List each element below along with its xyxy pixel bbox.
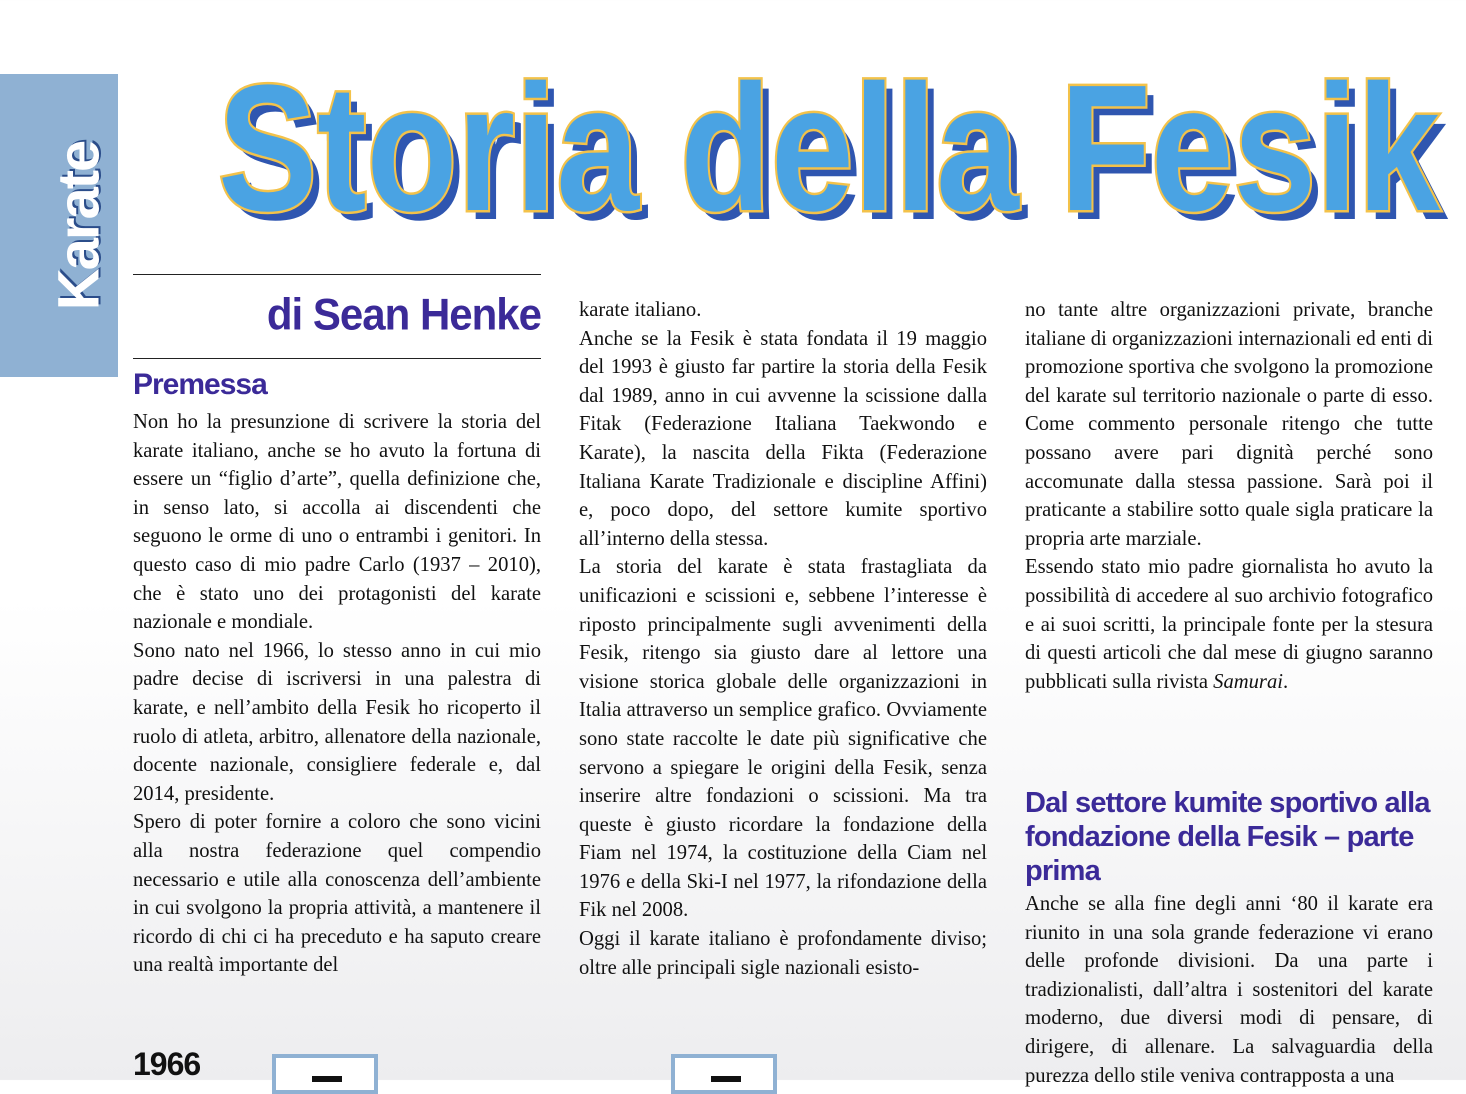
archive-text: Essendo stato mio padre giornalista ho avuto la possibilità di accedere al suo archivio fotografico e ai suoi scritti, la principale fonte per la stesura di questi articoli che dal mese di giugno saranno pubblicati sulla rivista <box>1025 556 1433 693</box>
timeline-year: 1966 <box>133 1046 201 1082</box>
column-1 <box>133 408 541 980</box>
paragraph: karate italiano. <box>579 299 702 321</box>
magazine-name: Samurai <box>1213 670 1283 693</box>
paragraph: Oggi il karate italiano è profondamente diviso; oltre alle principali sigle nazionali esisto- <box>579 928 987 979</box>
article-title <box>212 44 1466 254</box>
byline: di Sean Henke <box>266 289 541 340</box>
byline-rule-bottom <box>133 358 541 359</box>
paragraph: La storia del karate è stata frastagliata da unificazioni e scissioni e, sebbene l’interesse è riposto principalmente sugli avvenimenti della Fesik, ritengo sia giusto dare al lettore una visione storica globale delle organizzazioni in Italia attraverso un semplice grafico. Ovviamente sono state raccolte le date più significative che servono a spiegare le origini della Fesik, senza inserire altre fondazioni o scissioni. Ma tra queste è giusto ricordare la fondazione della Fiam nel 1974, la costituzione della Ciam nel 1976 e della Ski-I nel 1977, la rifondazione della Fik nel 2008. <box>579 556 987 922</box>
paragraph: Spero di poter fornire a coloro che sono vicini alla nostra federazione quel compendio necessario e utile alla conoscenza dell’ambiente in cui svolgono la propria attività, a mantenere il ricordo di chi ci ha preceduto e ha saputo creare una realtà importante del <box>133 811 541 977</box>
section-heading: Dal settore kumite sportivo alla fondazione della Fesik – parte prima <box>1025 787 1430 887</box>
title-text: Storia della Fesik <box>218 48 1441 249</box>
timeline-box <box>671 1054 777 1094</box>
timeline-box-text <box>711 1076 741 1082</box>
premessa-heading: Premessa <box>133 368 267 401</box>
paragraph: Anche se la Fesik è stata fondata il 19 maggio del 1993 è giusto far partire la storia della Fesik dal 1989, anno in cui avvenne la scissione dalla Fitak (Federazione Italiana Taekwondo e Karate), la nascita della Fikta (Federazione Italiana Karate Tradizionale e discipline Affini) e, poco dopo, del settore kumite sportivo all’interno della stessa. <box>579 327 987 550</box>
timeline-box <box>272 1054 378 1094</box>
byline-rule-top <box>133 274 541 275</box>
paragraph: Sono nato nel 1966, lo stesso anno in cui mio padre decise di iscriversi in una palestra di karate, e nell’ambito della Fesik ho ricoperto il ruolo di atleta, arbitro, allenatore della nazionale, docente nazionale, consigliere federale e, dal 2014, presidente. <box>133 639 541 805</box>
paragraph: Non ho la presunzione di scrivere la storia del karate italiano, anche se ho avuto la fortuna di essere un “figlio d’arte”, quella definizione che, in senso lato, si accolla ai discendenti che seguono le orme di uno o entrambi i genitori. In questo caso di mio padre Carlo (1937 – 2010), che è stato uno dei protagonisti del karate nazionale e mondiale. <box>133 411 541 634</box>
paragraph: no tante altre organizzazioni private, branche italiane di organizzazioni internazionali ed enti di promozione sportiva che svolgono la promozione del karate sul territorio nazionale o parte di esso. Come commento personale ritengo che tutte possano avere pari dignità perché sono accomunate dalla stessa passione. Sarà poi il praticante a stabilire sotto quale sigla praticare la propria arte marziale. <box>1025 299 1433 550</box>
paragraph <box>1025 553 1433 696</box>
timeline-box-text <box>312 1076 342 1082</box>
column-3 <box>1025 296 1433 696</box>
column-3-continued <box>1025 890 1433 1090</box>
title-shadow: Storia della Fesik <box>226 57 1449 254</box>
section-tab-label: Karate <box>46 141 112 311</box>
archive-end: . <box>1282 670 1289 693</box>
paragraph: Anche se alla fine degli anni ‘80 il karate era riunito in una sola grande federazione vi erano delle profonde divisioni. Da una parte i tradizionalisti, dall’altra i sostenitori del karate moderno, due diversi modi di pensare, di dirigere, di allenare. La salvaguardia della purezza dello stile veniva contrapposta a una <box>1025 893 1433 1087</box>
column-2 <box>579 296 987 982</box>
